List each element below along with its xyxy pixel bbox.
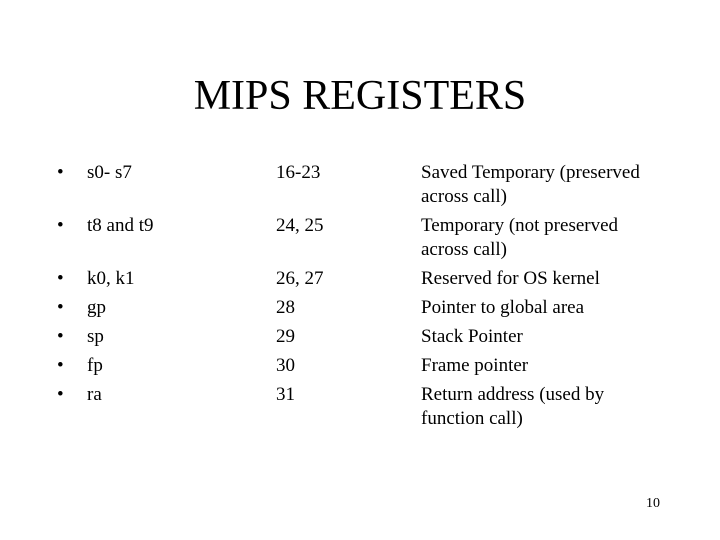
register-name: sp — [87, 326, 104, 347]
bullet: • — [57, 297, 64, 318]
register-description — [421, 211, 618, 264]
description-line: Saved Temporary (preserved — [421, 162, 640, 183]
bullet: • — [57, 268, 64, 289]
description-line: Return address (used by — [421, 384, 605, 405]
bullet: • — [57, 162, 64, 183]
register-number: 16-23 — [276, 162, 321, 183]
bullet: • — [57, 384, 64, 405]
register-name: t8 and t9 — [87, 215, 154, 236]
register-number: 24, 25 — [276, 215, 324, 236]
register-number: 26, 27 — [276, 268, 324, 289]
register-description — [421, 380, 604, 433]
register-description — [421, 158, 640, 211]
register-number: 28 — [276, 297, 295, 318]
register-name: fp — [87, 355, 103, 376]
register-number: 29 — [276, 326, 295, 347]
bullet: • — [57, 326, 64, 347]
register-name: gp — [87, 297, 106, 318]
description-line: across call) — [421, 186, 507, 207]
description-line: function call) — [421, 408, 523, 429]
bullet: • — [57, 355, 64, 376]
register-description: Stack Pointer — [421, 326, 523, 347]
register-name: ra — [87, 384, 102, 405]
description-line: across call) — [421, 239, 507, 260]
register-description: Pointer to global area — [421, 297, 585, 318]
bullet: • — [57, 215, 64, 236]
register-name: s0- s7 — [87, 162, 132, 183]
register-name: k0, k1 — [87, 268, 135, 289]
page-number: 10 — [646, 496, 660, 511]
register-description: Reserved for OS kernel — [421, 268, 600, 289]
register-description: Frame pointer — [421, 355, 529, 376]
slide-title: MIPS REGISTERS — [193, 73, 527, 119]
register-number: 30 — [276, 355, 295, 376]
description-line: Temporary (not preserved — [421, 215, 619, 236]
register-number: 31 — [276, 384, 295, 405]
